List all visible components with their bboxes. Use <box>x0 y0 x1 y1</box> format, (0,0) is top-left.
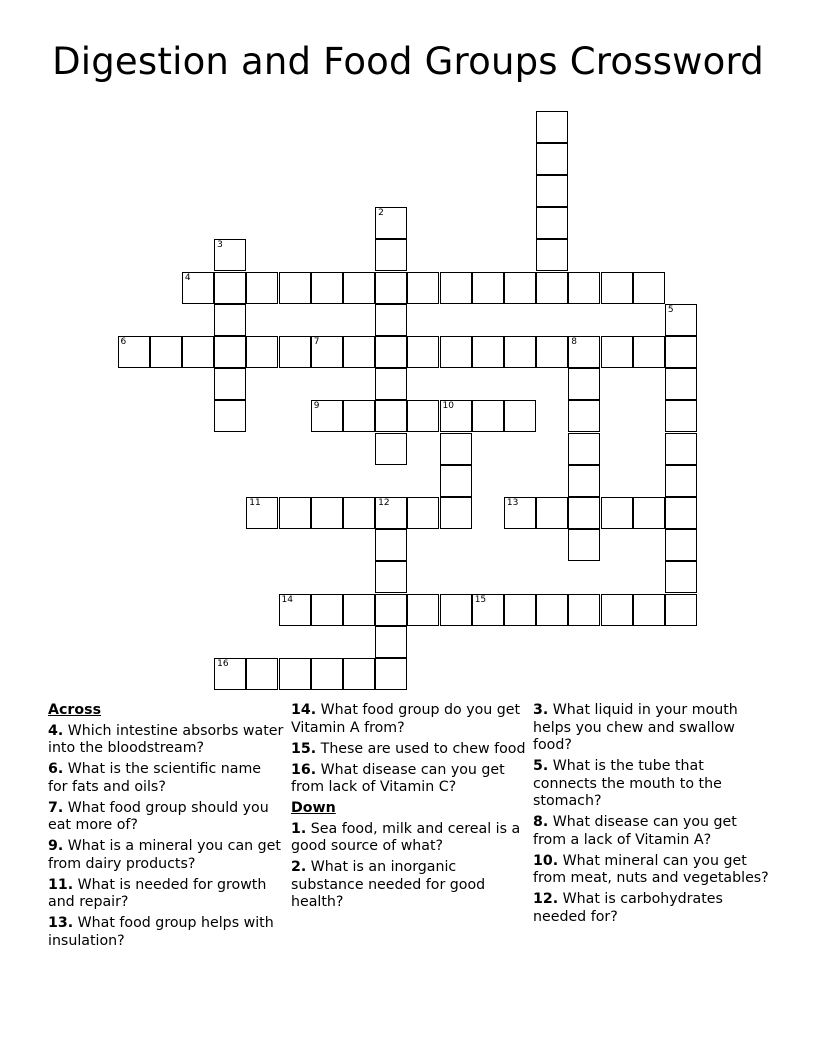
crossword-cell[interactable] <box>504 497 536 529</box>
crossword-cell[interactable] <box>536 497 568 529</box>
crossword-cell[interactable] <box>214 368 246 400</box>
clue-item-text: What is the tube that connects the mouth to the stomach? <box>533 758 722 809</box>
crossword-cell[interactable] <box>246 336 278 368</box>
crossword-cell[interactable] <box>407 400 439 432</box>
clue-item-text: What is needed for growth and repair? <box>48 876 267 910</box>
clue-number: 6 <box>120 336 127 347</box>
crossword-cell[interactable] <box>472 336 504 368</box>
clue-number: 11 <box>249 497 261 508</box>
clue-number: 10 <box>442 401 454 412</box>
clue-item-text: What food group helps with insulation? <box>48 915 274 949</box>
crossword-cell[interactable] <box>568 529 600 561</box>
crossword-cell[interactable] <box>279 497 311 529</box>
clue-number: 3 <box>217 240 223 251</box>
clue-item-text: What mineral can you get from meat, nuts and vegetables? <box>533 852 769 886</box>
crossword-cell[interactable] <box>311 497 343 529</box>
clue-number: 14 <box>281 594 293 605</box>
crossword-cell[interactable] <box>568 465 600 497</box>
crossword-cell[interactable] <box>633 594 665 626</box>
crossword-cell[interactable] <box>311 594 343 626</box>
crossword-cell[interactable] <box>311 658 343 690</box>
crossword-cell[interactable] <box>279 272 311 304</box>
crossword-cell[interactable] <box>407 594 439 626</box>
crossword-cell[interactable] <box>214 272 246 304</box>
crossword-cell[interactable] <box>279 336 311 368</box>
crossword-cell[interactable] <box>536 175 568 207</box>
clue-item-text: Sea food, milk and cereal is a good source of what? <box>291 820 521 854</box>
clue-item-number: 16. <box>291 761 317 778</box>
clue-item-number: 7. <box>48 799 64 816</box>
crossword-cell[interactable] <box>536 111 568 143</box>
crossword-cell[interactable] <box>214 304 246 336</box>
clue-item <box>48 838 284 873</box>
crossword-cell[interactable] <box>311 336 343 368</box>
crossword-cell[interactable] <box>568 433 600 465</box>
clue-item <box>48 915 284 950</box>
clue-item <box>291 702 527 737</box>
clues-middle-column <box>291 702 527 915</box>
crossword-cell[interactable] <box>568 400 600 432</box>
crossword-cell[interactable] <box>407 336 439 368</box>
crossword-cell[interactable] <box>601 497 633 529</box>
crossword-cell[interactable] <box>214 400 246 432</box>
crossword-cell[interactable] <box>375 239 407 271</box>
crossword-cell[interactable] <box>536 143 568 175</box>
crossword-cell[interactable] <box>601 594 633 626</box>
crossword-cell[interactable] <box>311 272 343 304</box>
clue-number: 2 <box>378 208 384 219</box>
clue-item <box>48 800 284 835</box>
crossword-cell[interactable] <box>665 368 697 400</box>
clue-item <box>533 814 769 849</box>
crossword-cell[interactable] <box>568 594 600 626</box>
clue-item <box>533 702 769 755</box>
clue-item <box>291 741 527 759</box>
clue-item-text: What liquid in your mouth helps you chew and swallow food? <box>533 702 738 753</box>
crossword-cell[interactable] <box>504 272 536 304</box>
crossword-cell[interactable] <box>665 304 697 336</box>
crossword-cell[interactable] <box>375 626 407 658</box>
crossword-cell[interactable] <box>375 433 407 465</box>
crossword-cell[interactable] <box>375 304 407 336</box>
crossword-cell[interactable] <box>279 658 311 690</box>
clue-item-text: What is an inorganic substance needed for good health? <box>291 859 486 910</box>
clue-item-text: Which intestine absorbs water into the bloodstream? <box>48 722 284 756</box>
crossword-cell[interactable] <box>633 497 665 529</box>
crossword-cell[interactable] <box>536 272 568 304</box>
clue-item-number: 8. <box>533 814 549 830</box>
crossword-cell[interactable] <box>375 207 407 239</box>
clue-item-text: What food group should you eat more of? <box>48 799 269 833</box>
clue-number: 8 <box>571 336 578 347</box>
crossword-cell[interactable] <box>343 497 375 529</box>
clues-down-column <box>533 702 769 930</box>
crossword-cell[interactable] <box>633 336 665 368</box>
clue-item-number: 14. <box>291 702 317 718</box>
clue-item <box>533 853 769 888</box>
crossword-cell[interactable] <box>472 400 504 432</box>
crossword-cell[interactable] <box>568 368 600 400</box>
crossword-cell[interactable] <box>440 497 472 529</box>
clue-item-number: 9. <box>48 838 64 854</box>
crossword-cell[interactable] <box>665 529 697 561</box>
crossword-cell[interactable] <box>375 561 407 593</box>
crossword-cell[interactable] <box>214 658 246 690</box>
crossword-cell[interactable] <box>311 400 343 432</box>
crossword-cell[interactable] <box>601 272 633 304</box>
crossword-cell[interactable] <box>665 497 697 529</box>
down-heading: Down <box>291 800 336 816</box>
crossword-cell[interactable] <box>504 594 536 626</box>
clue-item-number: 6. <box>48 761 64 777</box>
clue-number: 16 <box>217 658 229 669</box>
clue-item-number: 5. <box>533 758 549 774</box>
crossword-cell[interactable] <box>633 272 665 304</box>
crossword-cell[interactable] <box>601 336 633 368</box>
crossword-cell[interactable] <box>246 497 278 529</box>
crossword-cell[interactable] <box>343 594 375 626</box>
crossword-cell[interactable] <box>665 561 697 593</box>
clue-item-text: What is a mineral you can get from dairy products? <box>48 838 281 872</box>
clue-item <box>533 758 769 811</box>
page-title: Digestion and Food Groups Crossword <box>52 40 764 83</box>
crossword-cell[interactable] <box>182 272 214 304</box>
crossword-cell[interactable] <box>375 272 407 304</box>
crossword-cell[interactable] <box>375 594 407 626</box>
crossword-cell[interactable] <box>118 336 150 368</box>
clue-item-text: What food group do you get Vitamin A from? <box>291 702 521 736</box>
crossword-cell[interactable] <box>214 239 246 271</box>
crossword-cell[interactable] <box>279 594 311 626</box>
clue-number: 15 <box>474 594 487 605</box>
clue-item <box>291 859 527 912</box>
crossword-cell[interactable] <box>568 497 600 529</box>
crossword-cell[interactable] <box>343 336 375 368</box>
clue-item-number: 1. <box>291 820 307 837</box>
crossword-cell[interactable] <box>440 400 472 432</box>
crossword-cell[interactable] <box>150 336 182 368</box>
clue-item <box>48 761 284 796</box>
clue-item-number: 12. <box>533 891 559 907</box>
crossword-cell[interactable] <box>375 400 407 432</box>
clue-item-text: What disease can you get from lack of Vitamin C? <box>291 761 505 795</box>
crossword-cell[interactable] <box>665 594 697 626</box>
crossword-cell[interactable] <box>343 272 375 304</box>
clue-number: 13 <box>506 497 519 508</box>
crossword-cell[interactable] <box>182 336 214 368</box>
crossword-cell[interactable] <box>536 239 568 271</box>
crossword-cell[interactable] <box>665 433 697 465</box>
clue-item <box>533 891 769 926</box>
across-heading: Across <box>48 702 102 718</box>
crossword-cell[interactable] <box>343 400 375 432</box>
crossword-cell[interactable] <box>472 272 504 304</box>
clue-item-text: What is carbohydrates needed for? <box>533 891 723 925</box>
clue-number: 7 <box>313 336 320 347</box>
crossword-cell[interactable] <box>440 272 472 304</box>
clue-number: 4 <box>184 272 191 283</box>
crossword-cell[interactable] <box>440 465 472 497</box>
clue-item-text: What disease can you get from a lack of Vitamin A? <box>533 814 737 848</box>
clues-across-column <box>48 702 284 954</box>
clue-item-number: 15. <box>291 740 317 757</box>
clue-item-number: 3. <box>533 702 549 718</box>
crossword-cell[interactable] <box>407 272 439 304</box>
clue-item-number: 11. <box>48 876 74 893</box>
clue-item <box>48 723 284 758</box>
clue-item-text: These are used to chew food <box>316 740 526 757</box>
crossword-cell[interactable] <box>665 336 697 368</box>
clue-item-number: 13. <box>48 915 74 931</box>
crossword-cell[interactable] <box>440 433 472 465</box>
clue-item <box>291 762 527 797</box>
clue-item <box>48 877 284 912</box>
clue-item-number: 2. <box>291 859 307 875</box>
crossword-cell[interactable] <box>504 400 536 432</box>
crossword-cell[interactable] <box>440 594 472 626</box>
crossword-cell[interactable] <box>536 594 568 626</box>
clue-item <box>291 821 527 856</box>
crossword-cell[interactable] <box>246 658 278 690</box>
crossword-cell[interactable] <box>375 497 407 529</box>
crossword-cell[interactable] <box>375 658 407 690</box>
crossword-cell[interactable] <box>536 207 568 239</box>
clue-item-number: 4. <box>48 722 64 739</box>
crossword-cell[interactable] <box>214 336 246 368</box>
clue-number: 5 <box>667 304 674 315</box>
crossword-cell[interactable] <box>375 368 407 400</box>
clue-number: 9 <box>313 401 320 412</box>
crossword-cell[interactable] <box>407 497 439 529</box>
crossword-cell[interactable] <box>472 594 504 626</box>
crossword-cell[interactable] <box>665 400 697 432</box>
clue-number: 12 <box>378 497 390 508</box>
crossword-cell[interactable] <box>665 465 697 497</box>
clue-item-text: What is the scientific name for fats and oils? <box>48 761 262 795</box>
crossword-cell[interactable] <box>536 336 568 368</box>
crossword-cell[interactable] <box>568 336 600 368</box>
crossword-cell[interactable] <box>568 272 600 304</box>
crossword-cell[interactable] <box>375 529 407 561</box>
clue-item-number: 10. <box>533 852 559 869</box>
crossword-cell[interactable] <box>440 336 472 368</box>
crossword-cell[interactable] <box>375 336 407 368</box>
crossword-cell[interactable] <box>246 272 278 304</box>
crossword-cell[interactable] <box>343 658 375 690</box>
crossword-cell[interactable] <box>504 336 536 368</box>
